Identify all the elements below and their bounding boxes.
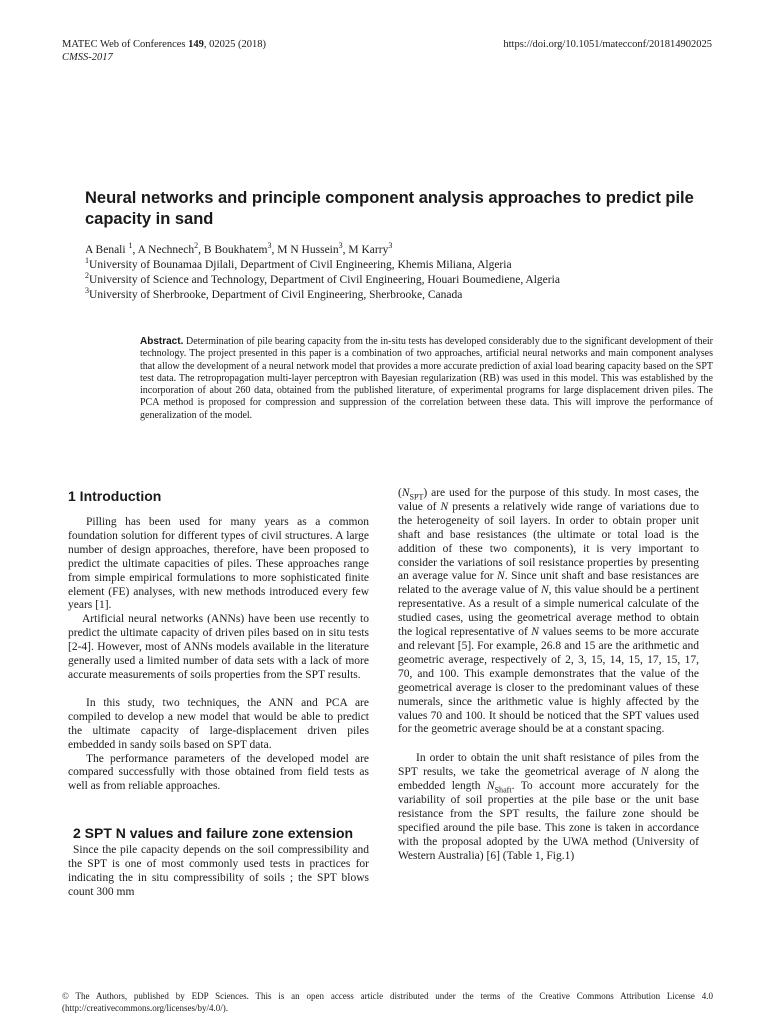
author: B Boukhatem bbox=[203, 244, 268, 256]
affiliation: $^3$University of Sherbrooke, Department of Civil Engineering, Sherbrooke, Canada bbox=[85, 286, 463, 301]
author: A Nechnech bbox=[137, 244, 195, 256]
abstract-text: Determination of pile bearing capacity from the in-situ tests has developed considerably due to the significant development of their technology. The project presented in this paper is a combination of two approaches, artificial neural networks and main component analyses that allow the development of a neural network model that provides a more accurate prediction of axial load bearing capacity based on the SPT test data. The retropropagation multi-layer perceptron with Bayesian regularization (RB) was used in this model. This was established by the incorporation of about 260 data, obtained from the published literature, of experimental programs for large displacement driven piles. The PCA method is proposed for compression and suppression of the correlation between these data. This will improve the performance of generalization of the model. bbox=[140, 336, 713, 421]
running-header bbox=[62, 38, 266, 64]
conference-name: CMSS-2017 bbox=[62, 52, 113, 63]
paragraph: Since the pile capacity depends on the soil compressibility and the SPT is one of most commonly used tests in practices for indicating the in situ compressibility of soils ; the SPT blows count 300 mm bbox=[68, 844, 369, 898]
license-footer: © The Authors, published by EDP Sciences. This is an open access article distributed under the terms of the Creative Commons Attribution License 4.0 (http://creativecommons.org/licenses/by/4.0/). bbox=[62, 991, 713, 1013]
paragraph: The performance parameters of the developed model are compared successfully with those obtained from field tests as well as from reliable approaches. bbox=[68, 752, 369, 793]
right-column bbox=[398, 487, 699, 864]
abstract-label: Abstract. bbox=[140, 336, 184, 347]
paragraph: $(N_{SPT})$ are used for the purpose of this study. In most cases, the value of N presents a relatively wide range of variations due to the heterogeneity of soil layers. In order to obtain proper unit shaft and base resistances (the ultimate or total load is the addition of these two components), it is very important to consider the variations of soil resistance properties by presenting an average value for N. Since unit shaft and base resistances are related to the average value of N, this value should be a pertinent representative. As a result of a simple numerical calculate of the studied cases, using the geometrical average method to obtain the logical representative of N values seems to be more accurate and relevant [5]. For example, 26.8 and 15 are the arithmetic and geometric average, respectively of 2, 3, 15, 14, 15, 17, 15, 17, 70, and 100. This example demonstrates that the value of the geometrical average is closer to the predominant values of these numerals, since the arithmetic value is highly affected by the values 70 and 100. It should be noticed that the SPT values used for the geometric average should be at a constant spacing. bbox=[398, 487, 699, 736]
paragraph: In this study, two techniques, the ANN and PCA are compiled to develop a new model that would be able to predict the ultimate capacity of large-displacement driven piles embedded in sandy soils based on SPT data. bbox=[68, 696, 369, 751]
author: A Benali bbox=[85, 244, 126, 256]
journal-citation: MATEC Web of Conferences 149, 02025 (2018) bbox=[62, 39, 266, 50]
left-column bbox=[68, 487, 369, 900]
section-heading: 2 SPT N values and failure zone extension bbox=[73, 825, 354, 842]
paragraph: Pilling has been used for many years as a common foundation solution for different types of civil structures. A large number of design approaches, therefore, have been proposed to predict the ultimate capacities of piles. These approaches range from simple empirical formulations to more sophisticated finite element (FE) analyses, with new methods introduced every few years [1]. bbox=[68, 516, 369, 612]
abstract bbox=[140, 336, 713, 422]
paragraph: Artificial neural networks (ANNs) have been use recently to predict the ultimate capacity of driven piles based on in situ tests [2-4]. However, most of ANNs models available in the literature generally used a limited number of data sets with a lack of more accurate measurements of soils properties from the SPT results. bbox=[68, 613, 369, 681]
author: M Karry bbox=[348, 244, 389, 256]
paragraph: In order to obtain the unit shaft resistance of piles from the SPT results, we take the geometrical average of N along the embedded length $N_{Shaft}$. To account more accurately for the variability of soil properties at the pile base or the unit base resistance from the SPT results, the failure zone should be specified around the pile base. This zone is taken in accordance with the proposal adopted by the UWA method (University of Western Australia) [6] (Table 1, Fig.1) bbox=[398, 752, 699, 862]
paper-title: Neural networks and principle component analysis approaches to predict pile capacity in sand bbox=[85, 189, 694, 228]
author-block bbox=[85, 243, 705, 303]
doi-link[interactable]: https://doi.org/10.1051/matecconf/201814902025 bbox=[503, 39, 712, 50]
affiliation: $^2$University of Science and Technology, Department of Civil Engineering, Houari Boumediene, Algeria bbox=[85, 271, 560, 286]
affiliation: $^1$University of Bounamaa Djilali, Department of Civil Engineering, Khemis Miliana, Algeria bbox=[85, 256, 512, 271]
author: M N Hussein bbox=[277, 244, 339, 256]
author-list: A Benali $^1$, A Nechnech$^2$, B Boukhatem$^3$, M N Hussein$^3$, M Karry$^3$ bbox=[85, 241, 393, 256]
section-heading: 1 Introduction bbox=[68, 488, 162, 504]
